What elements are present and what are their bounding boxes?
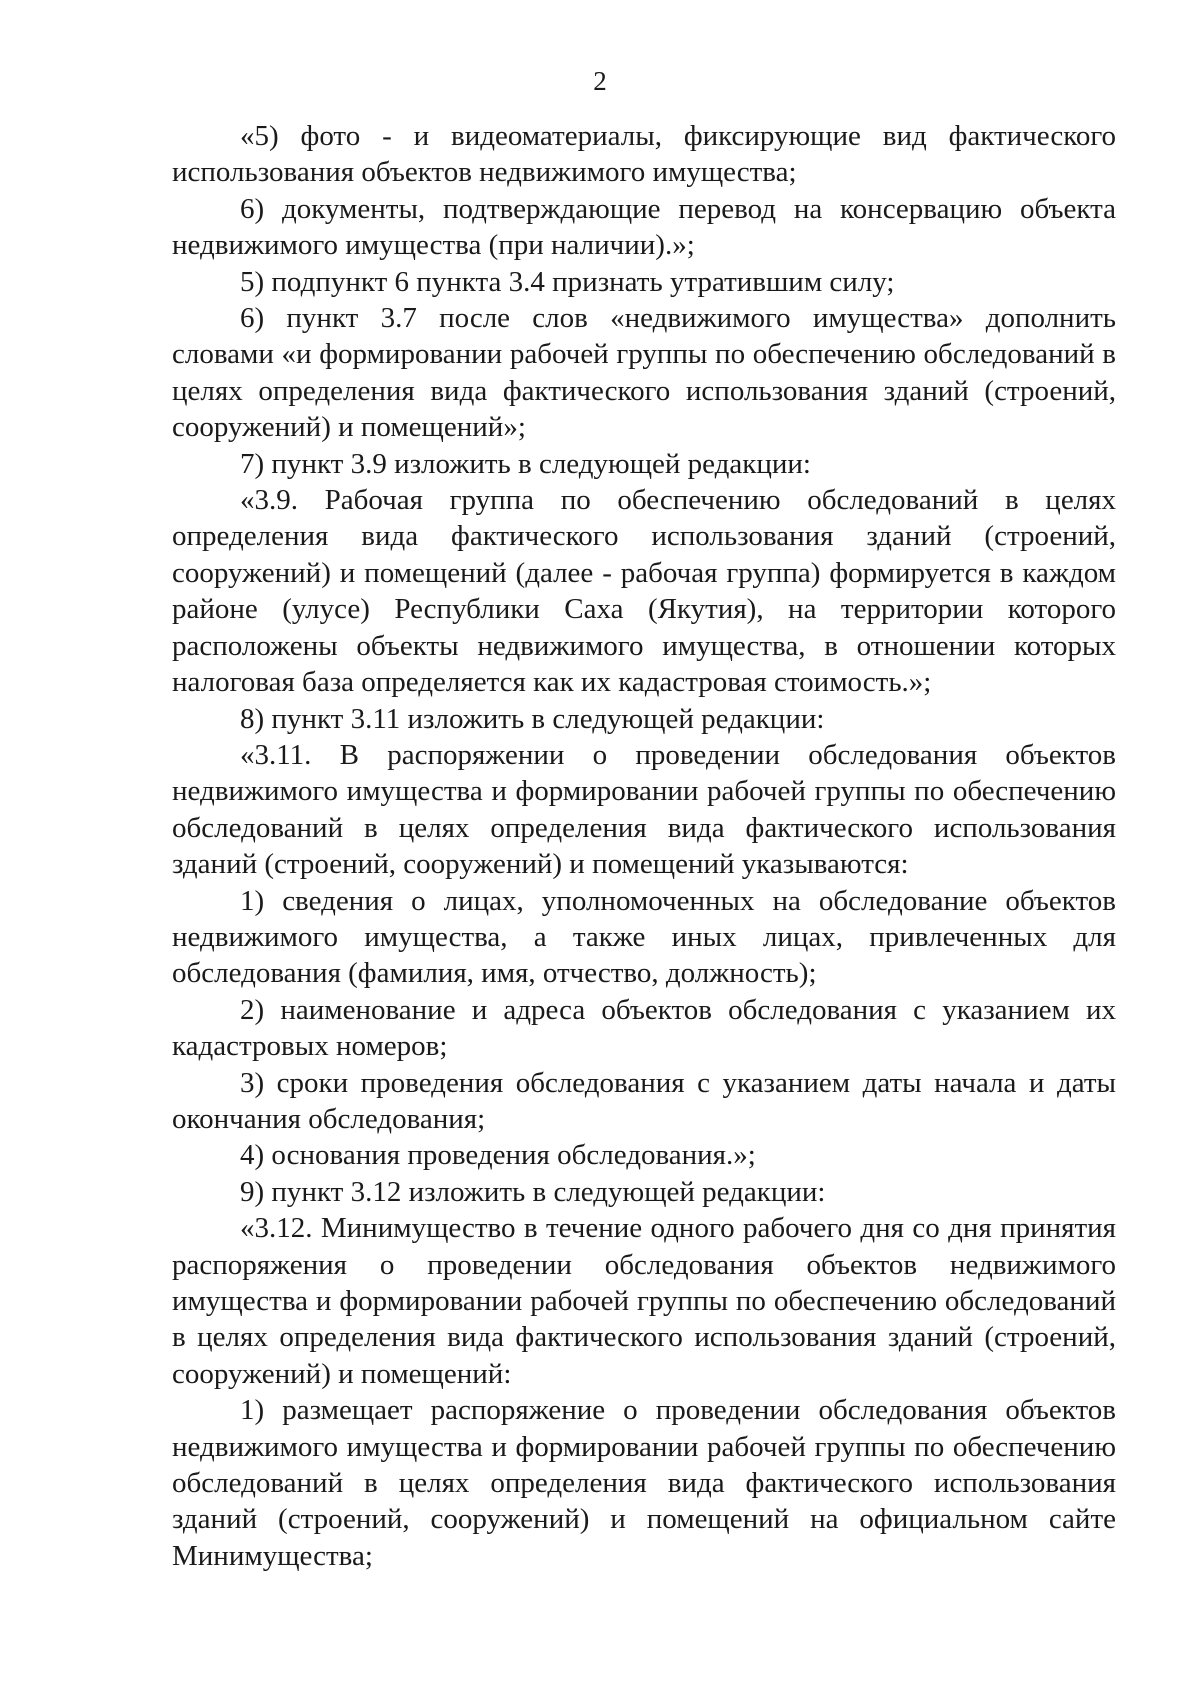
paragraph-15: 1) размещает распоряжение о проведении обследования объектов недвижимого имущества и формировании рабочей группы по обеспечению обследований в целях определения вида фактического использования зданий (строений, сооружений) и помещений на официальном сайте Минимущества; <box>172 1394 1116 1572</box>
paragraph-12: 4) основания проведения обследования.»; <box>240 1139 756 1172</box>
paragraph-4: 6) пункт 3.7 после слов «недвижимого имущества» дополнить словами «и формировании рабочей группы по обеспечению обследований в целях определения вида фактического использования зданий (строений, сооружений) и помещений»; <box>172 302 1116 444</box>
paragraph-3: 5) подпункт 6 пункта 3.4 признать утратившим силу; <box>240 265 895 298</box>
paragraph-2: 6) документы, подтверждающие перевод на консервацию объекта недвижимого имущества (при наличии).»; <box>172 192 1116 262</box>
paragraph-14: «3.12. Минимущество в течение одного рабочего дня со дня принятия распоряжения о проведении обследования объектов недвижимого имущества и формировании рабочей группы по обеспечению обследований в целях определения вида фактического использования зданий (строений, сооружений) и помещений: <box>172 1212 1116 1390</box>
paragraph-11: 3) сроки проведения обследования с указанием даты начала и даты окончания обследования; <box>172 1066 1116 1135</box>
paragraph-13: 9) пункт 3.12 изложить в следующей редакции: <box>240 1175 826 1208</box>
paragraph-1: «5) фото - и видеоматериалы, фиксирующие вид фактического использования объектов недвижимого имущества; <box>172 120 1116 189</box>
paragraph-5: 7) пункт 3.9 изложить в следующей редакции: <box>240 447 811 480</box>
document-body <box>172 118 1116 1574</box>
paragraph-6: «3.9. Рабочая группа по обеспечению обследований в целях определения вида фактического использования зданий (строений, сооружений) и помещений (далее - рабочая группа) формируется в каждом районе (улусе) Республики Саха (Якутия), на территории которого расположены объекты недвижимого имущества, в отношении которых налоговая база определяется как их кадастровая стоимость.»; <box>172 484 1116 699</box>
paragraph-10: 2) наименование и адреса объектов обследования с указанием их кадастровых номеров; <box>172 993 1116 1063</box>
page-number: 2 <box>593 66 607 96</box>
paragraph-8: «3.11. В распоряжении о проведении обследования объектов недвижимого имущества и формировании рабочей группы по обеспечению обследований в целях определения вида фактического использования зданий (строений, сооружений) и помещений указываются: <box>172 738 1116 881</box>
paragraph-9: 1) сведения о лицах, уполномоченных на обследование объектов недвижимого имущества, а также иных лицах, привлеченных для обследования (фамилия, имя, отчество, должность); <box>172 884 1116 990</box>
paragraph-7: 8) пункт 3.11 изложить в следующей редакции: <box>240 702 825 735</box>
